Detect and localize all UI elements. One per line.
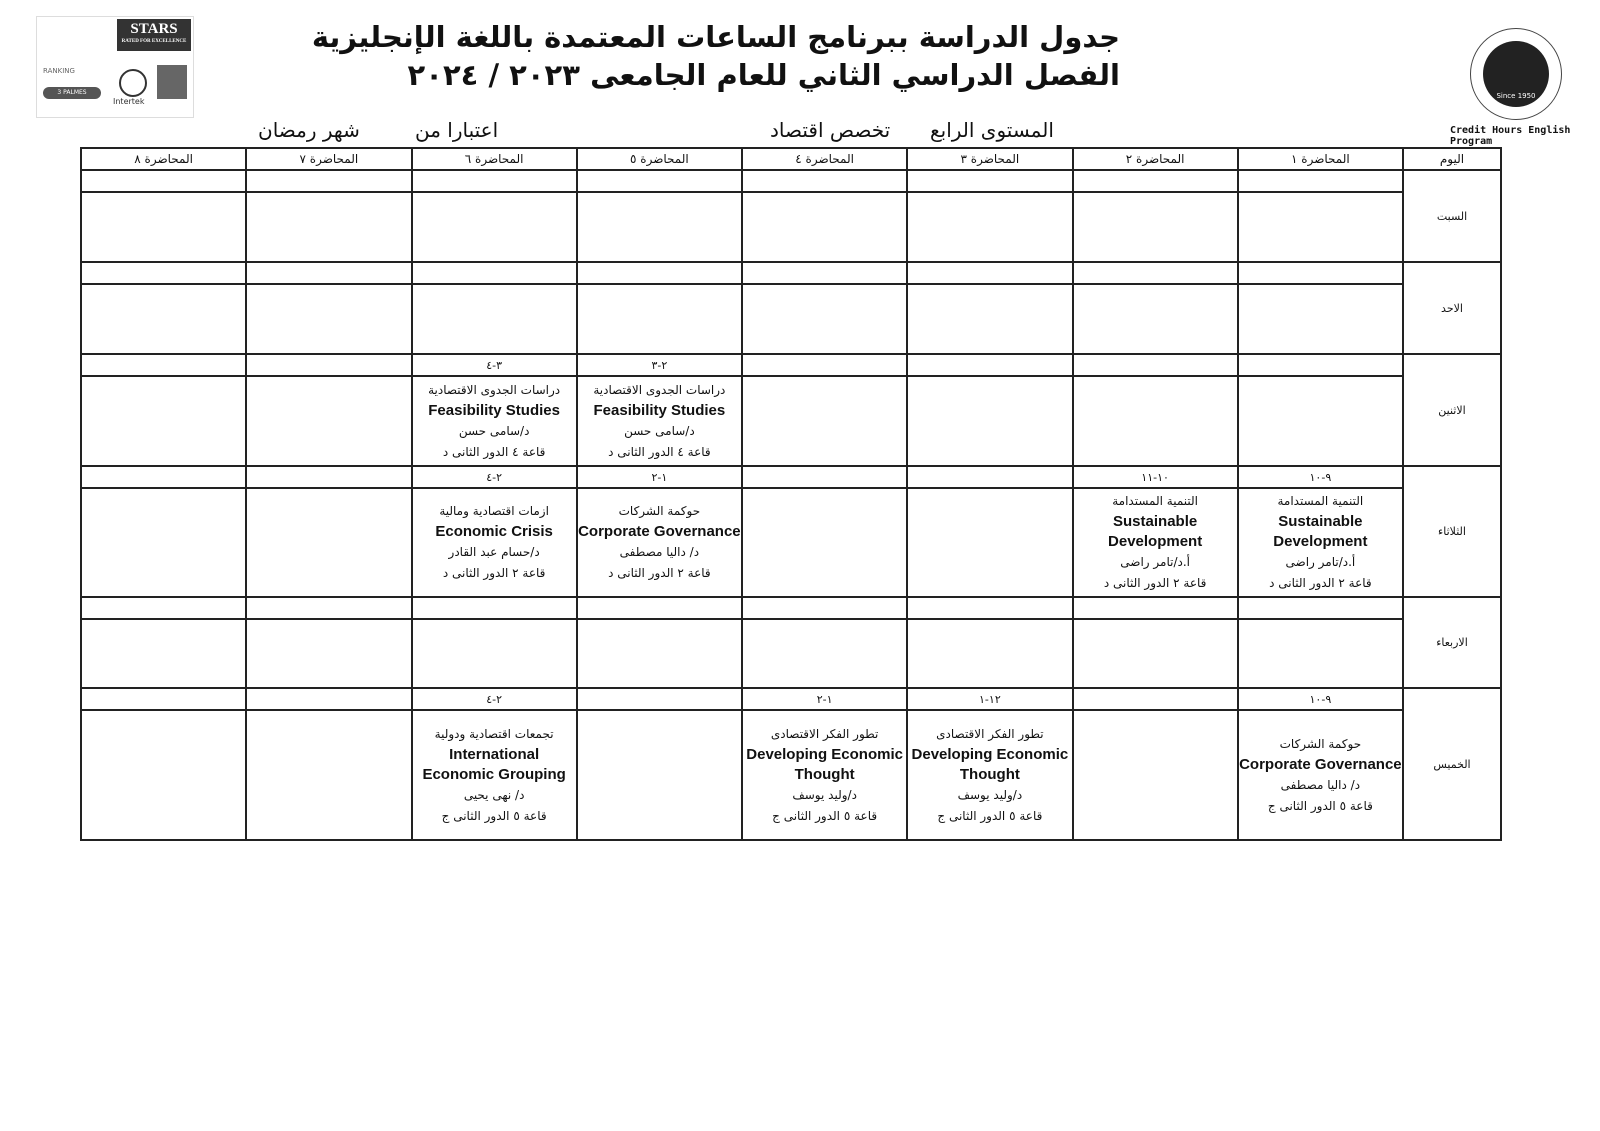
column-header-lecture: المحاضرة ٨ [81, 148, 246, 170]
day-label: الثلاثاء [1403, 466, 1501, 597]
schedule-table [80, 147, 1502, 841]
time-cell: ١-٢ [577, 466, 742, 488]
column-header-lecture: المحاضرة ٢ [1073, 148, 1238, 170]
time-cell [1238, 262, 1403, 284]
time-row [81, 688, 1501, 710]
course-cell [1238, 710, 1403, 840]
day-label: السبت [1403, 170, 1501, 262]
time-cell [412, 597, 577, 619]
instructor-name: د/سامى حسن [458, 423, 530, 438]
time-cell [246, 597, 411, 619]
time-cell: ٢-٣ [577, 354, 742, 376]
time-cell [907, 466, 1072, 488]
time-cell [81, 597, 246, 619]
course-english-name: Feasibility Studies [428, 401, 560, 419]
time-cell [577, 170, 742, 192]
globe-icon [119, 69, 147, 97]
time-cell: ٩-١٠ [1238, 466, 1403, 488]
time-cell [577, 688, 742, 710]
column-header-lecture: المحاضرة ٦ [412, 148, 577, 170]
empty-cell [246, 488, 411, 597]
course-cell [412, 488, 577, 597]
course-arabic-name: التنمية المستدامة [1112, 494, 1199, 508]
time-cell [81, 262, 246, 284]
empty-cell [742, 376, 907, 466]
time-cell [742, 597, 907, 619]
empty-cell [246, 192, 411, 262]
time-cell [577, 597, 742, 619]
empty-cell [81, 376, 246, 466]
instructor-name: د/ نهى يحيى [463, 787, 525, 802]
empty-cell [1073, 376, 1238, 466]
empty-cell [742, 619, 907, 688]
time-cell [742, 354, 907, 376]
course-arabic-name: دراسات الجدوى الاقتصادية [593, 382, 726, 397]
course-cell [1238, 488, 1403, 597]
course-english-name: Sustainable Development [1108, 513, 1203, 550]
column-header-lecture: المحاضرة ٤ [742, 148, 907, 170]
empty-cell [412, 619, 577, 688]
time-cell [81, 688, 246, 710]
day-label: الاحد [1403, 262, 1501, 354]
course-english-name: Developing Economic Thought [746, 745, 903, 783]
time-cell [742, 262, 907, 284]
time-cell [1238, 170, 1403, 192]
room-label: قاعة ٤ الدور الثانى د [608, 444, 711, 459]
time-cell: ١٠-١١ [1073, 466, 1238, 488]
time-cell: ١-٢ [742, 688, 907, 710]
empty-cell [246, 376, 411, 466]
level-label: المستوى الرابع [930, 118, 1054, 142]
time-row [81, 170, 1501, 192]
empty-cell [246, 619, 411, 688]
time-cell [81, 466, 246, 488]
empty-cell [907, 488, 1072, 597]
time-cell [246, 262, 411, 284]
course-english-name: Feasibility Studies [593, 401, 726, 419]
month-label: شهر رمضان [258, 118, 360, 142]
empty-cell [742, 284, 907, 354]
time-cell [577, 262, 742, 284]
instructor-name: د/ داليا مصطفى [619, 545, 700, 559]
university-seal: Since 1950 [1470, 28, 1562, 120]
instructor-name: د/سامى حسن [624, 423, 695, 438]
course-arabic-name: حوكمة الشركات [1279, 736, 1362, 751]
time-cell [907, 170, 1072, 192]
empty-cell [1238, 376, 1403, 466]
time-cell [1073, 597, 1238, 619]
room-label: قاعة ٢ الدور الثانى د [1103, 576, 1207, 590]
quality-badge-icon [157, 65, 187, 99]
room-label: قاعة ٥ الدور الثانى ج [441, 808, 547, 823]
time-cell [1073, 170, 1238, 192]
empty-cell [1073, 192, 1238, 262]
empty-cell [577, 710, 742, 840]
time-cell [742, 170, 907, 192]
effective-from-label: اعتبارا من [415, 118, 499, 142]
room-label: قاعة ٥ الدور الثانى ج [1267, 798, 1373, 813]
page-subtitle: الفصل الدراسي الثاني للعام الجامعى ٢٠٢٣ / ٢٠٢٤ [407, 58, 1120, 92]
day-label: الاثنين [1403, 354, 1501, 466]
empty-cell [907, 376, 1072, 466]
time-cell [1238, 354, 1403, 376]
time-cell: ٢-٤ [412, 688, 577, 710]
content-row [81, 619, 1501, 688]
room-label: قاعة ٢ الدور الثانى د [1269, 576, 1372, 590]
empty-cell [81, 488, 246, 597]
course-cell [577, 376, 742, 466]
content-row [81, 284, 1501, 354]
intertek-logo: Intertek [113, 97, 145, 106]
course-cell [1073, 488, 1238, 597]
ranking-logo: RANKING [43, 67, 75, 75]
room-label: قاعة ٤ الدور الثانى د [442, 444, 546, 459]
content-row [81, 488, 1501, 597]
empty-cell [907, 619, 1072, 688]
course-english-name: Economic Crisis [435, 523, 553, 540]
course-english-name: Corporate Governance [1239, 755, 1402, 773]
content-row [81, 376, 1501, 466]
time-row [81, 262, 1501, 284]
major-label: تخصص اقتصاد [770, 118, 891, 142]
time-row [81, 597, 1501, 619]
seal-caption: Credit Hours English Program [1450, 125, 1571, 147]
time-cell [907, 354, 1072, 376]
course-cell [742, 710, 907, 840]
course-arabic-name: التنمية المستدامة [1277, 494, 1364, 508]
empty-cell [81, 710, 246, 840]
time-cell [412, 170, 577, 192]
time-cell [1073, 354, 1238, 376]
empty-cell [577, 284, 742, 354]
course-english-name: Corporate Governance [578, 523, 741, 540]
empty-cell [1073, 619, 1238, 688]
time-cell [246, 688, 411, 710]
content-row [81, 192, 1501, 262]
course-arabic-name: تجمعات اقتصادية ودولية [434, 726, 554, 741]
time-cell [742, 466, 907, 488]
empty-cell [1238, 619, 1403, 688]
course-arabic-name: تطور الفكر الاقتصادى [770, 726, 879, 741]
instructor-name: د/وليد يوسف [957, 787, 1023, 802]
course-cell [907, 710, 1072, 840]
room-label: قاعة ٢ الدور الثانى د [442, 566, 546, 580]
accreditation-logos [36, 16, 194, 118]
time-cell [246, 354, 411, 376]
column-header-lecture: المحاضرة ٧ [246, 148, 411, 170]
course-arabic-name: ازمات اقتصادية ومالية [439, 504, 549, 518]
empty-cell [1073, 284, 1238, 354]
time-cell [907, 597, 1072, 619]
instructor-name: أ.د/تامر راضى [1285, 555, 1356, 569]
instructor-name: د/ داليا مصطفى [1280, 777, 1361, 792]
empty-cell [742, 488, 907, 597]
day-label: الخميس [1403, 688, 1501, 840]
time-row [81, 354, 1501, 376]
empty-cell [907, 284, 1072, 354]
empty-cell [81, 192, 246, 262]
empty-cell [577, 619, 742, 688]
column-header-day: اليوم [1403, 148, 1501, 170]
empty-cell [1238, 192, 1403, 262]
empty-cell [412, 192, 577, 262]
empty-cell [907, 192, 1072, 262]
header-row [81, 148, 1501, 170]
time-cell [1073, 688, 1238, 710]
empty-cell [246, 710, 411, 840]
time-cell [246, 170, 411, 192]
empty-cell [1073, 710, 1238, 840]
room-label: قاعة ٥ الدور الثانى ج [937, 808, 1043, 823]
room-label: قاعة ٢ الدور الثانى د [608, 566, 711, 580]
day-label: الاربعاء [1403, 597, 1501, 688]
time-row [81, 466, 1501, 488]
time-cell [246, 466, 411, 488]
course-english-name: International Economic Grouping [422, 745, 566, 783]
empty-cell [577, 192, 742, 262]
course-english-name: Sustainable Development [1273, 513, 1368, 550]
time-cell [907, 262, 1072, 284]
instructor-name: د/وليد يوسف [792, 787, 857, 802]
column-header-lecture: المحاضرة ٥ [577, 148, 742, 170]
time-cell: ٢-٤ [412, 466, 577, 488]
time-cell: ٣-٤ [412, 354, 577, 376]
content-row [81, 710, 1501, 840]
course-cell [412, 710, 577, 840]
room-label: قاعة ٥ الدور الثانى ج [772, 808, 878, 823]
palmes-logo: 3 PALMES [43, 87, 101, 99]
empty-cell [81, 619, 246, 688]
empty-cell [246, 284, 411, 354]
course-cell [577, 488, 742, 597]
time-cell [1238, 597, 1403, 619]
time-cell [81, 354, 246, 376]
time-cell: ١٢-١ [907, 688, 1072, 710]
time-cell [1073, 262, 1238, 284]
empty-cell [742, 192, 907, 262]
instructor-name: أ.د/تامر راضى [1120, 555, 1190, 569]
time-cell [81, 170, 246, 192]
time-cell [412, 262, 577, 284]
instructor-name: د/حسام عبد القادر [448, 545, 540, 559]
course-arabic-name: تطور الفكر الاقتصادى [936, 726, 1044, 741]
empty-cell [412, 284, 577, 354]
course-arabic-name: حوكمة الشركات [618, 504, 701, 518]
column-header-lecture: المحاضرة ١ [1238, 148, 1403, 170]
course-arabic-name: دراسات الجدوى الاقتصادية [428, 382, 561, 397]
empty-cell [81, 284, 246, 354]
course-cell [412, 376, 577, 466]
empty-cell [1238, 284, 1403, 354]
course-english-name: Developing Economic Thought [911, 745, 1069, 783]
time-cell: ٩-١٠ [1238, 688, 1403, 710]
column-header-lecture: المحاضرة ٣ [907, 148, 1072, 170]
page-title: جدول الدراسة ببرنامج الساعات المعتمدة باللغة الإنجليزية [311, 20, 1120, 54]
stars-logo: STARS RATED FOR EXCELLENCE [117, 19, 191, 51]
